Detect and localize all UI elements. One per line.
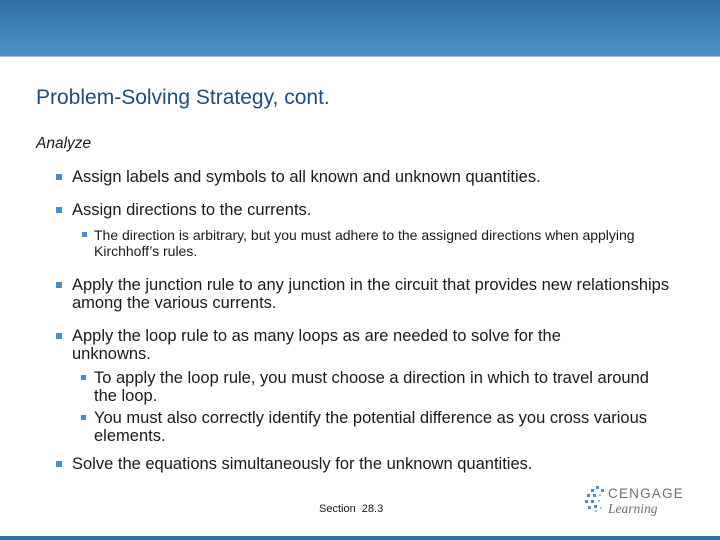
sub-bullet-text: To apply the loop rule, you must choose a direction in which to travel around the loop. [94,369,649,405]
bullet-item [72,455,672,473]
bullet-item [72,201,672,219]
slide-title: Problem-Solving Strategy, cont. [36,86,330,109]
bullet-text: Apply the junction rule to any junction in the circuit that provides new relationships among the various currents. [72,276,670,312]
sub-bullet-text: The direction is arbitrary, but you must adhere to the assigned directions when applying Kirchhoff’s rules. [94,227,635,259]
bullet-marker [56,174,62,180]
bullet-text: Assign directions to the currents. [72,201,312,219]
header-divider [0,56,720,57]
sub-bullet-item [94,409,654,445]
bullet-marker [82,232,87,237]
bullet-text: Solve the equations simultaneously for the unknown quantities. [72,455,533,473]
footer-band [0,536,720,540]
bullet-item [72,168,672,186]
bullet-marker [56,333,62,339]
bullet-marker [81,375,86,380]
bullet-marker [56,282,62,288]
bullet-text: Assign labels and symbols to all known and unknown quantities. [72,168,541,186]
bullet-marker [56,207,62,213]
sub-bullet-item [94,369,664,405]
sub-bullet-item [94,227,674,259]
section-subhead: Analyze [36,135,92,152]
bullet-text: Apply the loop rule to as many loops as are needed to solve for the unknowns. [72,327,561,363]
cengage-logo [582,484,692,520]
header-band [0,0,720,56]
bullet-item [72,327,632,363]
logo-tagline: Learning [608,501,658,516]
bullet-marker [56,461,62,467]
bullet-item [72,276,672,312]
logo-wordmark: CENGAGE [608,486,684,501]
section-footer: Section 28.3 [319,503,384,515]
sub-bullet-text: You must also correctly identify the potential difference as you cross various elements. [94,409,648,445]
cengage-swirl-icon [582,484,608,514]
bullet-marker [81,415,86,420]
